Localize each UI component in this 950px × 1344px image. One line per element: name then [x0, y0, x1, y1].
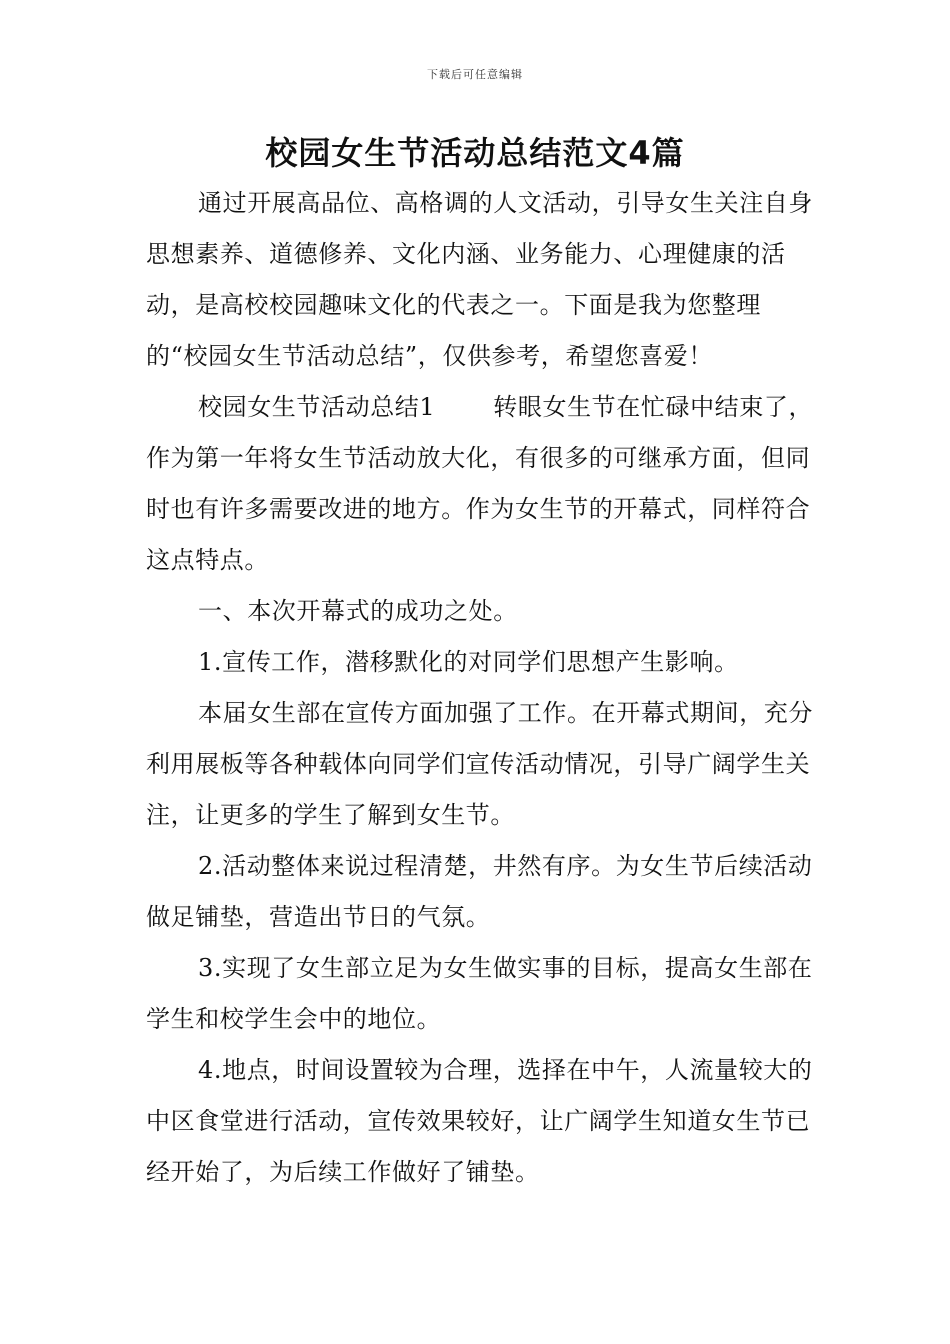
point2-paragraph: 2.活动整体来说过程清楚，井然有序。为女生节后续活动做足铺垫，营造出节日的气氛。 — [146, 852, 813, 931]
document-body — [146, 178, 818, 1198]
header-note: 下载后可任意编辑 — [427, 68, 523, 81]
point1-paragraph: 1.宣传工作，潜移默化的对同学们思想产生影响。 — [198, 648, 739, 676]
summary1-heading: 校园女生节活动总结1 — [198, 393, 436, 421]
intro-paragraph: 通过开展高品位、高格调的人文活动，引导女生关注自身思想素养、道德修养、文化内涵、业务能力、心理健康的活动，是高校校园趣味文化的代表之一。下面是我为您整理的“校园女生节活动总结”，仅供参考，希望您喜爱！ — [146, 189, 813, 370]
section1-heading: 一、本次开幕式的成功之处。 — [198, 597, 518, 625]
summary1-text: 转眼女生节在忙碌中结束了，作为第一年将女生节活动放大化，有很多的可继承方面，但同时也有许多需要改进的地方。作为女生节的开幕式，同样符合这点特点。 — [146, 393, 814, 574]
summary1-paragraph — [146, 382, 818, 586]
point4-paragraph: 4.地点，时间设置较为合理，选择在中午，人流量较大的中区食堂进行活动，宣传效果较好，让广阔学生知道女生节已经开始了，为后续工作做好了铺垫。 — [146, 1056, 813, 1186]
document-title: 校园女生节活动总结范文4篇 — [265, 134, 685, 172]
point3-paragraph: 3.实现了女生部立足为女生做实事的目标，提高女生部在学生和校学生会中的地位。 — [146, 954, 813, 1033]
point1-detail-paragraph: 本届女生部在宣传方面加强了工作。在开幕式期间，充分利用展板等各种载体向同学们宣传活动情况，引导广阔学生关注，让更多的学生了解到女生节。 — [146, 699, 813, 829]
